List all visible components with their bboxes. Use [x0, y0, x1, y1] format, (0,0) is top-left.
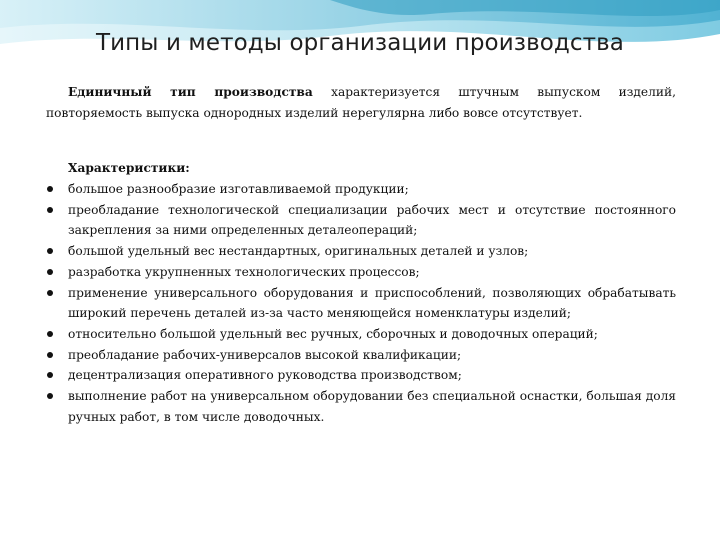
list-item [46, 200, 676, 241]
list-item [46, 386, 676, 427]
bullet-icon [47, 352, 53, 358]
list-item [46, 262, 676, 283]
characteristics-list [46, 179, 676, 427]
intro-term: Единичный тип производства [68, 85, 313, 99]
bullet-icon [47, 331, 53, 337]
bullet-icon [47, 186, 53, 192]
list-item [46, 283, 676, 324]
list-item-text: преобладание рабочих-универсалов высокой квалификации; [68, 347, 462, 362]
list-item [46, 241, 676, 262]
bullet-icon [47, 372, 53, 378]
list-item [46, 179, 676, 200]
bullet-icon [47, 393, 53, 399]
intro-text: характеризуется штучным выпуском изделий, повторяемость выпуска однородных изделий нерегулярна либо вовсе отсутствует. [46, 85, 676, 120]
list-item [46, 365, 676, 386]
bullet-icon [47, 248, 53, 254]
slide-title: Типы и методы организации производства [95, 30, 625, 56]
slide-body [46, 82, 676, 427]
intro-paragraph [46, 82, 676, 124]
list-item-text: разработка укрупненных технологических процессов; [68, 264, 420, 279]
list-item-text: децентрализация оперативного руководства производством; [68, 368, 462, 383]
list-item [46, 324, 676, 345]
bullet-icon [47, 269, 53, 275]
bullet-icon [47, 290, 53, 296]
bullet-icon [47, 207, 53, 213]
characteristics-heading: Характеристики: [68, 161, 190, 175]
list-item-text: большое разнообразие изготавливаемой продукции; [68, 182, 409, 196]
list-item-text: выполнение работ на универсальном оборудовании без специальной оснастки, большая доля ручных работ, в том числе доводочных. [68, 389, 676, 424]
list-item-text: относительно большой удельный вес ручных, сборочных и доводочных операций; [68, 326, 598, 341]
list-item-text: большой удельный вес нестандартных, оригинальных деталей и узлов; [68, 244, 529, 259]
list-item-text: преобладание технологической специализации рабочих мест и отсутствие постоянного закрепления за ними определенных деталеопераций; [68, 202, 676, 238]
list-item-text: применение универсального оборудования и приспособлений, позволяющих обрабатывать широкий перечень деталей из-за часто меняющейся номенклатуры изделий; [68, 285, 676, 321]
list-item [46, 345, 676, 366]
